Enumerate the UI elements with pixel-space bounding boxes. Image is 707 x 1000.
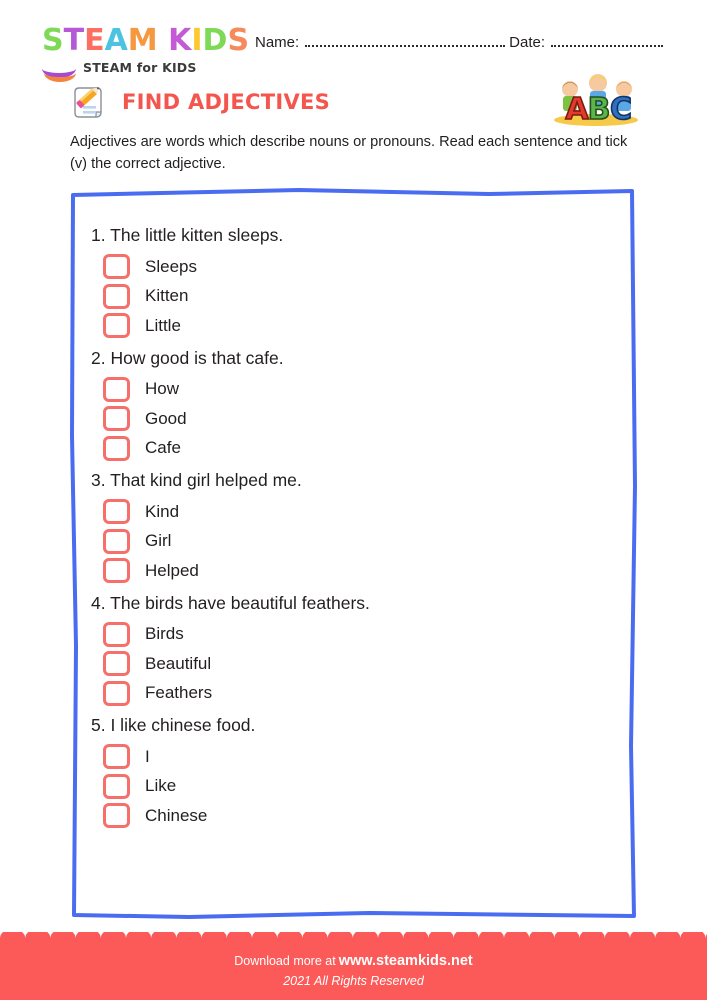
option-row[interactable] [103, 282, 611, 312]
option-row[interactable] [103, 252, 611, 282]
question-block [91, 222, 611, 341]
option-checkbox[interactable] [103, 284, 130, 309]
question-options [91, 375, 611, 464]
option-row[interactable] [103, 679, 611, 709]
option-checkbox[interactable] [103, 558, 130, 583]
worksheet-pencil-icon [68, 82, 112, 122]
option-label: Kind [145, 501, 180, 521]
logo-letter: K [168, 23, 192, 58]
option-row[interactable] [103, 404, 611, 434]
logo-letter: T [63, 23, 85, 58]
logo-tagline-row [42, 59, 245, 76]
question-sentence: 2. How good is that cafe. [91, 347, 284, 368]
option-checkbox[interactable] [103, 254, 130, 279]
option-label: I [145, 746, 150, 766]
logo-letter: S [227, 23, 250, 58]
option-checkbox[interactable] [103, 529, 130, 554]
option-checkbox[interactable] [103, 803, 130, 828]
option-row[interactable] [103, 801, 611, 831]
abc-kids-badge-icon [548, 72, 644, 126]
option-label: Feathers [145, 683, 213, 703]
option-label: Sleeps [145, 256, 197, 276]
option-checkbox[interactable] [103, 651, 130, 676]
footer-download-line [0, 943, 707, 969]
instructions-text: Adjectives are words which describe nouns or pronouns. Read each sentence and tick (v) the correct adjective. [70, 134, 628, 172]
logo-letter: M [127, 23, 158, 58]
worksheet-title-row [68, 82, 330, 122]
option-row[interactable] [103, 375, 611, 405]
name-input-line[interactable] [305, 44, 505, 47]
logo-letter: S [42, 23, 64, 58]
option-label: Helped [145, 560, 199, 580]
question-block [91, 712, 611, 831]
option-row[interactable] [103, 620, 611, 650]
option-row[interactable] [103, 742, 611, 772]
svg-text:C: C [609, 92, 633, 126]
page-footer [0, 932, 707, 1000]
option-label: Birds [145, 624, 184, 644]
footer-body [0, 943, 707, 1000]
logo-tagline: STEAM for KIDS [83, 60, 197, 75]
option-row[interactable] [103, 434, 611, 464]
option-label: How [145, 379, 180, 399]
option-label: Chinese [145, 805, 208, 825]
question-sentence: 4. The birds have beautiful feathers. [91, 592, 370, 613]
option-row[interactable] [103, 649, 611, 679]
option-label: Cafe [145, 438, 181, 458]
option-checkbox[interactable] [103, 499, 130, 524]
question-sentence: 1. The little kitten sleeps. [91, 225, 284, 245]
question-options [91, 497, 611, 586]
svg-text:B: B [587, 92, 611, 126]
option-row[interactable] [103, 311, 611, 341]
question-block [91, 467, 611, 586]
option-row[interactable] [103, 527, 611, 557]
option-row[interactable] [103, 497, 611, 527]
question-sentence: 3. That kind girl helped me. [91, 470, 302, 490]
option-label: Beautiful [145, 653, 212, 673]
footer-copyright: 2021 All Rights Reserved [283, 974, 424, 988]
steam-kids-logo [40, 23, 250, 76]
option-label: Little [145, 315, 181, 335]
option-label: Like [145, 776, 177, 796]
name-date-row [255, 34, 667, 51]
question-block [91, 345, 611, 464]
option-label: Good [145, 408, 187, 428]
question-block [91, 590, 611, 709]
logo-wordmark [42, 23, 250, 58]
question-options [91, 252, 611, 341]
logo-letter: E [84, 23, 105, 58]
footer-download-text: Download more at [234, 954, 336, 968]
question-options [91, 742, 611, 831]
svg-text:A: A [565, 92, 589, 126]
question-options [91, 620, 611, 709]
option-checkbox[interactable] [103, 681, 130, 706]
logo-letter: D [202, 23, 228, 58]
option-checkbox[interactable] [103, 406, 130, 431]
logo-letter: A [104, 23, 128, 58]
logo-letter: I [191, 23, 203, 58]
option-checkbox[interactable] [103, 774, 130, 799]
option-checkbox[interactable] [103, 744, 130, 769]
date-label: Date: [509, 34, 545, 51]
questions-list [91, 222, 611, 835]
option-checkbox[interactable] [103, 436, 130, 461]
question-sentence: 5. I like chinese food. [91, 715, 256, 735]
option-label: Girl [145, 531, 172, 551]
logo-letter [158, 26, 168, 56]
footer-site-link[interactable]: www.steamkids.net [338, 953, 473, 969]
option-checkbox[interactable] [103, 622, 130, 647]
option-checkbox[interactable] [103, 377, 130, 402]
option-row[interactable] [103, 556, 611, 586]
name-label: Name: [255, 34, 300, 51]
page-title: FIND ADJECTIVES [122, 90, 331, 114]
date-input-line[interactable] [551, 44, 663, 47]
option-row[interactable] [103, 772, 611, 802]
option-checkbox[interactable] [103, 313, 130, 338]
option-label: Kitten [145, 286, 189, 306]
swoosh-icon [42, 59, 78, 76]
